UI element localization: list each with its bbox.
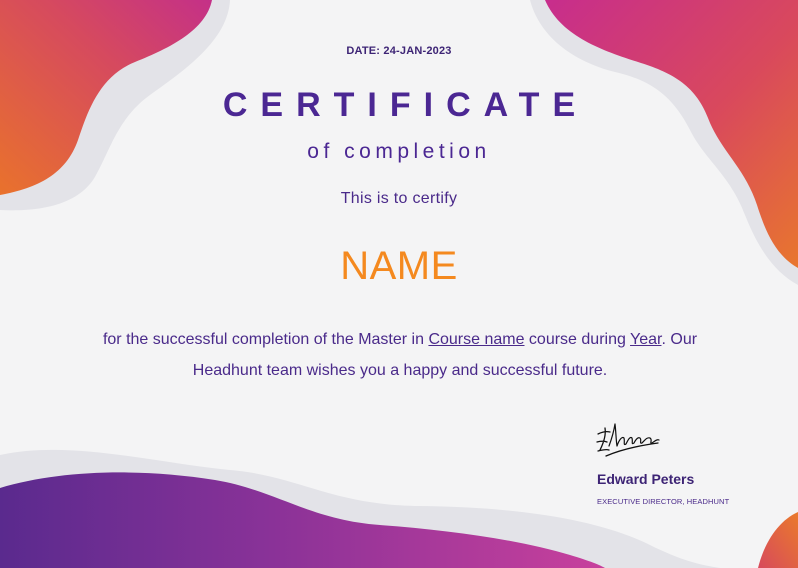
course-name: Course name [428,331,525,348]
certificate-body-text [85,324,715,386]
certificate-title: CERTIFICATE [222,86,589,124]
body-text-part2: course during [524,331,631,348]
certificate-subtitle: of completion [307,140,491,163]
body-text-part1: for the successful completion of the Master in [102,331,429,348]
course-year: Year [630,331,662,348]
recipient-name: NAME [340,244,458,288]
signatory-title: EXECUTIVE DIRECTOR, HEADHUNT [597,497,730,506]
body-text-part3: . Our Headhunt team wishes you a happy and successful future. [192,331,698,379]
certify-line: This is to certify [340,190,458,207]
signature-image [592,420,664,462]
certificate-date: DATE: 24-JAN-2023 [346,45,452,57]
signatory-name: Edward Peters [597,471,695,487]
